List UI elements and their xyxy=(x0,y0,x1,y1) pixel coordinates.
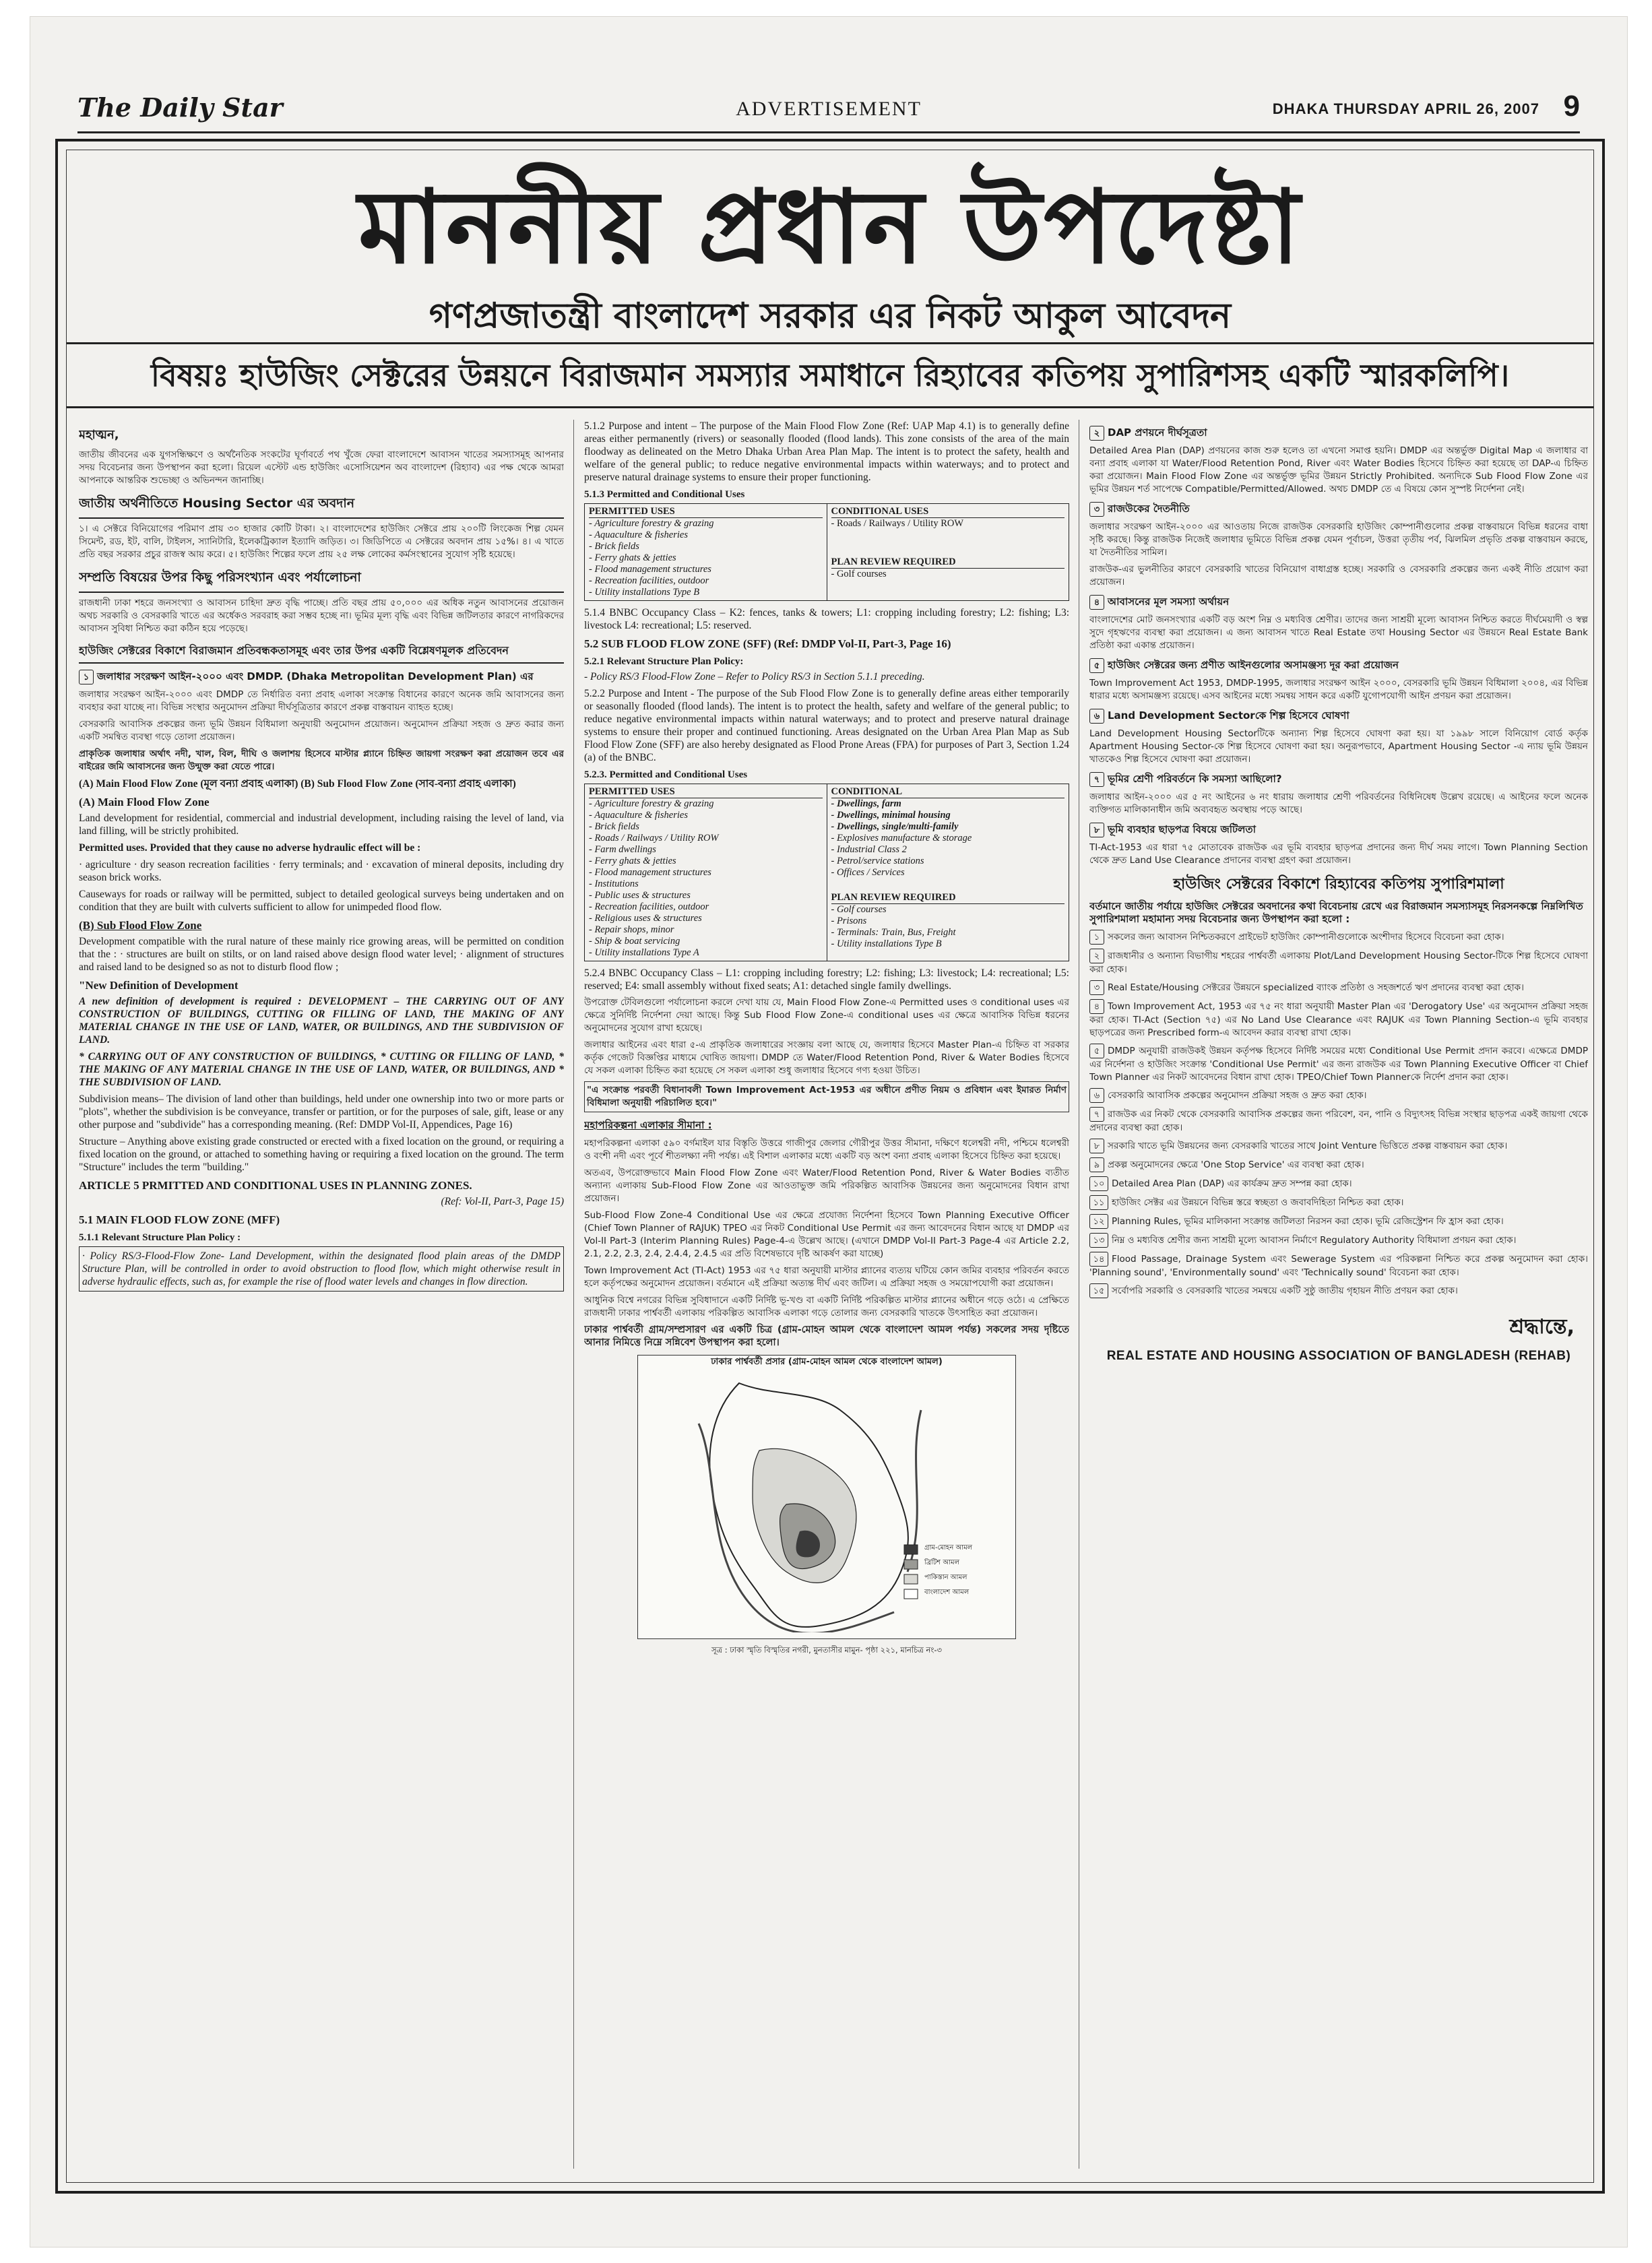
body-text: রাজধানী ঢাকা শহরে জনসংখ্যা ও আবাসন চাহিদা দ্রুত বৃদ্ধি পাচ্ছে। প্রতি বছর প্রায় ৫০,০০০ এর অধিক নতুন আবাসনের প্রয়োজন অথচ সরকারি ও বেসরকারি খাতে এর অর্ধেকও সরবরাহ করা সম্ভব হচ্ছে না। ভূমির মূল্য বৃদ্ধি এবং বিভিন্ন জটিলতার কারণে নাগরিকদের আবাসন সুবিধা নিশ্চিত করা কঠিন হয়ে পড়েছে। xyxy=(79,598,564,634)
table-row: - Brick fields xyxy=(589,541,639,552)
subheading: 5.1.3 Permitted and Conditional Uses xyxy=(584,489,745,500)
map-source: সূত্র : ঢাকা স্মৃতি বিস্মৃতির নগরী, মুনতাসীর মামুন- পৃষ্ঠা ২২১, মানচিত্র নং-৩ xyxy=(711,1645,942,1655)
subheading: 5.2 SUB FLOOD FLOW ZONE (SFF) (Ref: DMDP Vol-II, Part-3, Page 16) xyxy=(584,637,951,650)
uses-table-1 xyxy=(584,503,1069,601)
section-heading: হাউজিং সেক্টরের বিকাশে বিরাজমান প্রতিবন্ধকতাসমূহ এবং তার উপর একটি বিশ্লেষণমূলক প্রতিবেদন xyxy=(79,642,564,664)
rec-text: Town Improvement Act, 1953 এর ৭৫ নং ধারা অনুযায়ী Master Plan এর 'Derogatory Use' এর অনুমোদন প্রক্রিয়া সহজ করা হোক। TI-Act (Section ৭৫) এর No Land Use Clearance এবং RAJUK এর Town Planning Section-এ ভূমি ব্যবহার ছাড়পত্রের জন্য Prescribed form-এ আবেদন করার ব্যবস্থা রাখা হোক। xyxy=(1089,1001,1588,1038)
numbered-item xyxy=(1089,658,1588,674)
body-text: 5.1.4 BNBC Occupancy Class – K2: fences, tanks & towers; L1: cropping including forestry; L2: fishing; L3: livestock L4: recreational; L5: reserved. xyxy=(584,607,1069,631)
permitted-cell xyxy=(585,784,827,961)
body-text: TI-Act-1953 এর ধারা ৭৫ মোতাবেক রাজউক এর ভূমি ব্যবহার ছাড়পত্র প্রদানের জন্য দীর্ঘ সময় লাগে। Town Planning Section থেকে দ্রুত Land Use Clearance প্রদানের ব্যবস্থা গ্রহণ করা প্রয়োজন। xyxy=(1089,842,1588,866)
body-text: জলাধার আইন-২০০০ এর ৫ নং আইনের ৬ নং ধারায় জলাধার শ্রেণী পরিবর্তনের বিধিনিষেধ উল্লেখ রয়েছে। এ আইনের ফলে অনেক ব্যক্তিগত মালিকানাধীন জমি অব্যবহৃত অবস্থায় পড়ে আছে। xyxy=(1089,792,1588,815)
section-label: ADVERTISEMENT xyxy=(736,98,922,120)
body-text: 5.2.2 Purpose and Intent - The purpose of the Sub Flood Flow Zone is to generally define areas either temporarily or seasonally flooded (flood lands). The intent is to protect the health, safety and welfare of the general public; to reduce negative environmental impacts within natural waterways; and to protect and preserve natural drainage systems to ensure their proper and continued functioning. Areas designated on the Urban Area Plan Map as Sub Flood Flow Zone (SFF) are also hereby designated as Flood Prone Areas (FPA) for purposes of Part 3, Section 1.24 (a) of the BNBC. xyxy=(584,688,1069,763)
quote-box: "এ সংক্রান্ত পরবর্তী বিধানাবলী Town Improvement Act-1953 এর অধীনে প্রণীত নিয়ম ও প্রবিধান এবং ইমারত নির্মাণ বিধিমালা অনুযায়ী পরিচালিত হবে।" xyxy=(584,1081,1069,1112)
table-row: - Golf courses xyxy=(831,569,887,579)
zone-line: (A) Main Flood Flow Zone (মূল বন্যা প্রবাহ এলাকা) (B) Sub Flood Flow Zone (সাব-বন্যা প্রবাহ এলাকা) xyxy=(79,778,516,790)
recommendation-item xyxy=(1089,1088,1588,1103)
body-text: উপরোক্ত টেবিলগুলো পর্যালোচনা করলে দেখা যায় যে, Main Flood Flow Zone-এ Permitted uses ও conditional uses এর ক্ষেত্রে সুনির্দিষ্ট নির্দেশনা দেয়া আছে। কিন্তু Sub Flood Flow Zone-এ conditional uses এর ক্ষেত্রে আবাসিক বিভিন্ন ধরনের অনুমোদনের সুযোগ রাখা হয়েছে। xyxy=(584,997,1069,1033)
rec-text: রাজধানীর ও অন্যান্য বিভাগীয় শহরের পার্শ্ববর্তী এলাকায় Plot/Land Development Housing Sector-টিকে শিল্প হিসেবে ঘোষণা করা হোক। xyxy=(1089,951,1588,975)
body-text: Land Development Housing Sectorটিকে অন্যান্য শিল্প হিসেবে ঘোষণা করা হয়। যা ১৯৯৮ সালে বিনিয়োগ বোর্ড কর্তৃক Apartment Housing Sector-কে শিল্প হিসেবে ঘোষণা করা হয়। অনুরূপভাবে, Apartment Housing Sector -এ ন্যায় ভূমি উন্নয়ন খাতকেও শিল্প হিসেবে ঘোষণা করা প্রয়োজন। xyxy=(1089,728,1588,765)
body-text-bold: ঢাকার পার্শ্ববর্তী গ্রাম/সম্প্রসারণ এর একটি চিত্র (গ্রাম-মোহন আমল থেকে বাংলাদেশ আমল পর্যন্ত) সকলের সদয় দৃষ্টিতে আনার নিমিত্তে নিম্নে সন্নিবেশ উপস্থাপন করা হলো। xyxy=(584,1325,1069,1348)
body-text: Detailed Area Plan (DAP) প্রণয়নের কাজ শুরু হলেও তা এখনো সমাপ্ত হয়নি। DMDP এর অন্তর্ভুক্ত Digital Map এ জলাধার বা বন্যা প্রবাহ এলাকা যা Water/Flood Retention Pond, River এবং Water Bodies হিসেবে চিহ্নিত করা হয়েছে তা DAP-এ চিহ্নিত করা প্রয়োজন। Main Flood Flow Zone এর অন্তর্ভুক্ত ভূমির উন্নয়ন Strictly Prohibited. অন্যদিকে Sub Flood Flow Zone এর ভূমির উন্নয়ন শর্ত সাপেক্ষে Compatible/Permitted/Allowed. অথচ DMDP তে এ বিষয়ে কোন সুস্পষ্ট নির্দেশনা নেই। xyxy=(1089,445,1588,495)
table-row: - Roads / Railways / Utility ROW xyxy=(589,833,719,843)
rec-number: ৮ xyxy=(1089,1139,1104,1153)
subheading: মহাপরিকল্পনা এলাকার সীমানা : xyxy=(584,1119,712,1131)
body-text: আধুনিক বিশ্বে নগরের বিভিন্ন সুবিধাদানে একটি নির্দিষ্ট ভূ-খণ্ড বা একটি নির্দিষ্ট পরিকল্পিত মাস্টার প্ল্যানের অধীনে গড়ে ওঠে। এ প্রেক্ষিতে রাজধানী ঢাকার পার্শ্ববর্তী এলাকায় পরিকল্পিত আবাসিক এলাকা গড়ে তোলার জন্য বেসরকারি খাতকে উৎসাহিত করা প্রয়োজন। xyxy=(584,1295,1069,1318)
recommendation-item xyxy=(1089,1195,1588,1210)
legend-item: ব্রিটিশ আমল xyxy=(924,1559,960,1566)
item-title: আবাসনের মূল সমস্যা অর্থায়ন xyxy=(1108,596,1230,608)
ad-subject: বিষয়ঃ হাউজিং সেক্টরের উন্নয়নে বিরাজমান সমস্যার সমাধানে রিহ্যাবের কতিপয় সুপারিশসহ একটি স্মারকলিপি। xyxy=(67,342,1593,408)
rec-number: ১৫ xyxy=(1089,1283,1108,1298)
table-row: - Industrial Class 2 xyxy=(831,844,907,855)
legend-item: পাকিস্তান আমল xyxy=(924,1574,967,1581)
column-2 xyxy=(584,420,1069,2169)
body-text: জলাধার সংরক্ষণ আইন-২০০০ এবং DMDP তে নির্ধারিত বন্যা প্রবাহ এলাকা সংক্রান্ত বিধানের কারণে অনেক জমি আবাসনের জন্য ব্যবহার করা যাচ্ছে না। বিভিন্ন সংস্থার অনুমোদন প্রক্রিয়া দীর্ঘসূত্রিতার কারণে প্রকল্প বাস্তবায়ন ব্যাহত হচ্ছে। xyxy=(79,689,564,713)
table-row: - Roads / Railways / Utility ROW xyxy=(831,518,964,529)
body-text: জলাধার আইনের এবং ধারা ৫-এ প্রাকৃতিক জলাধারের সংজ্ঞায় বলা আছে যে, জলাধার হিসেবে Master Plan-এ চিহ্নিত বা সরকার কর্তৃক গেজেট বিজ্ঞপ্তির মাধ্যমে ঘোষিত জায়গা। DMDP তে Water/Flood Retention Pond, River & Water Bodies হিসেবে যে সকল এলাকা চিহ্নিত করা হয়েছে সে সকল এলাকা শুধু জলাধার হিসেবে গণ্য হওয়া উচিত। xyxy=(584,1040,1069,1076)
rec-text: বেসরকারি আবাসিক প্রকল্পের অনুমোদন প্রক্রিয়া সহজ ও দ্রুত করা হোক। xyxy=(1108,1090,1367,1101)
conditional-cell xyxy=(827,784,1069,961)
recommendation-item xyxy=(1089,1214,1588,1229)
table-row: - Ferry ghats & jetties xyxy=(589,856,676,866)
rec-text: DMDP অনুযায়ী রাজউকই উন্নয়ন কর্তৃপক্ষ হিসেবে নির্দিষ্ট সময়ের মধ্যে Conditional Use Permit প্রদান করবে। এক্ষেত্রে DMDP এর নির্দেশনা ও হাউজিং সংক্রান্ত 'Conditional Use Permit' এর জন্য রাজউক এর Town Planning Executive Officer বা Chief Town Planner এর নিকট আবেদনের বিধান রাখা হোক। TPEO/Chief Town Plannerকে নির্দেশ প্রদান করা হোক। xyxy=(1089,1046,1588,1083)
table-row: - Recreation facilities, outdoor xyxy=(589,901,709,912)
paper-name: The Daily Star xyxy=(77,92,283,123)
masthead xyxy=(77,90,1580,133)
table-row: - Agriculture forestry & grazing xyxy=(589,518,714,529)
subheading: 5.1 MAIN FLOOD FLOW ZONE (MFF) xyxy=(79,1213,280,1226)
rec-number: ১৪ xyxy=(1089,1252,1108,1267)
numbered-item xyxy=(1089,425,1588,442)
body-text: জলাধার সংরক্ষণ আইন-২০০০ এর আওতায় নিজে রাজউক বেসরকারি হাউজিং কোম্পানীগুলোর প্রকল্প বাস্তবায়নে বিভিন্ন ধরনের বাধা সৃষ্টি করছে। কিন্তু রাজউক নিজেই জলাধার ভূমিতে বিভিন্ন প্রকল্প যেমন পূর্বাচল, উত্তরা তৃতীয় পর্ব, ঝিলমিল প্রভৃতি প্রকল্প বাস্তবায়ন করছে, যা দৈতনীতির সামিল। xyxy=(1089,521,1588,558)
column-3 xyxy=(1089,420,1588,2169)
subheading: 5.2.3. Permitted and Conditional Uses xyxy=(584,769,748,780)
table-row: - Offices / Services xyxy=(831,867,905,878)
rec-text: Flood Passage, Drainage System এবং Sewerage System এর পরিকল্পনা নিশ্চিত করে প্রকল্প অনুমোদন করা হোক। 'Planning sound', 'Environmentally sound' এবং 'Technically sound' বিবেচনা করা হোক। xyxy=(1089,1254,1588,1278)
recommendation-item xyxy=(1089,1139,1588,1153)
numbered-item xyxy=(1089,501,1588,518)
recommendation-item xyxy=(1089,949,1588,976)
table-row: - Petrol/service stations xyxy=(831,856,924,866)
advertisement-inner xyxy=(66,150,1594,2183)
table-row: - Prisons xyxy=(831,916,867,926)
rec-text: প্রকল্প অনুমোদনের ক্ষেত্রে 'One Stop Service' এর ব্যবস্থা করা হোক। xyxy=(1108,1159,1364,1170)
table-row: - Ferry ghats & jetties xyxy=(589,552,676,563)
map-title: ঢাকার পার্শ্ববর্তী প্রসার (গ্রাম-মোহন আমল থেকে বাংলাদেশ আমল) xyxy=(711,1357,943,1367)
subheading: "New Definition of Development xyxy=(79,979,239,992)
article-heading: ARTICLE 5 PRMITTED AND CONDITIONAL USES IN PLANNING ZONES. xyxy=(79,1179,472,1192)
uses-table-2 xyxy=(584,784,1069,961)
table-row: - Flood management structures xyxy=(589,867,711,878)
numbered-item xyxy=(1089,594,1588,611)
subheading: (B) Sub Flood Flow Zone xyxy=(79,919,202,932)
body-text: অতএব, উপরোক্তভাবে Main Flood Flow Zone এবং Water/Flood Retention Pond, River & Water Bodies ব্যতীত অন্যান্য এলাকায় Sub-Flood Flow Zone এর আওতাভুক্ত জমি পরিকল্পিত আবাসিক উন্নয়নের জন্য অনুমোদনের বিধান রাখা প্রয়োজন। xyxy=(584,1168,1069,1204)
table-row: - Dwellings, minimal housing xyxy=(831,810,951,821)
rec-text: নিম্ন ও মধ্যবিত্ত শ্রেণীর জন্য সাশ্রয়ী মূল্যে আবাসন নির্মাণে Regulatory Authority বিধিমালা প্রণয়ন করা হোক। xyxy=(1112,1235,1517,1246)
body-text: রাজউক-এর ভুলনীতির কারণে বেসরকারি খাতের বিনিয়োগ বাধাগ্রস্ত হচ্ছে। সরকারি ও বেসরকারি প্রকল্পের জন্য একই নীতি প্রয়োগ করা প্রয়োজন। xyxy=(1089,564,1588,587)
salutation: মহাত্মন, xyxy=(79,428,119,442)
body-text: Sub-Flood Flow Zone-4 Conditional Use এর ক্ষেত্রে প্রযোজ্য নির্দেশনা হিসেবে Town Planning Executive Officer (Chief Town Planner of RAJUK) TPEO এর নিকট Conditional Use Permit এর জন্য আবেদনের বিধান আছে যা DMDP এর Vol-II Part-3 (Interim Planning Rules) Page-4-এ উল্লেখ আছে। (এখানে DMDP Vol-II Part-3 Page-4 এর Article 2.2, 2.1, 2.2, 2.3, 2.4, 2.4.4, 2.4.5 এর প্রতি বিশেষভাবে দৃষ্টি আকর্ষণ করা যাচ্ছে) xyxy=(584,1210,1069,1259)
body-text: - Policy RS/3 Flood-Flow Zone – Refer to Policy RS/3 in Section 5.1.1 preceding. xyxy=(584,671,925,682)
table-row: - Utility installations Type B xyxy=(589,587,700,598)
page-number: 9 xyxy=(1563,90,1580,123)
column-divider xyxy=(573,420,574,2169)
rec-number: ৪ xyxy=(1089,999,1104,1014)
table-row: - Utility installations Type B xyxy=(831,938,942,949)
rec-text: হাউজিং সেক্টর এর উন্নয়নে বিভিন্ন স্তরে স্বচ্ছতা ও জবাবদিহিতা নিশ্চিত করা হোক। xyxy=(1112,1197,1404,1208)
map-legend xyxy=(924,1541,972,1600)
body-text: Permitted uses. Provided that they cause no adverse hydraulic effect will be : xyxy=(79,842,421,854)
rec-number: ১২ xyxy=(1089,1214,1108,1229)
table-header: CONDITIONAL USES xyxy=(831,506,1065,518)
item-title: ভূমির শ্রেণী পরিবর্তনে কি সমস্যা আছিলো? xyxy=(1108,773,1282,785)
body-text: 5.1.2 Purpose and intent – The purpose of the Main Flood Flow Zone (Ref: UAP Map 4.1) is to generally define areas either permanently (rivers) or seasonally flooded (flood lands). This zone consists of the area of the main floodway as delineated on the Metro Dhaka Urban Area Plan Map. The intent is to protect the safety, health and welfare of the general public; to reduce negative environmental impacts within waterways; and to protect and preserve natural drainage systems to ensure their proper functioning. xyxy=(584,420,1069,483)
table-row: - Terminals: Train, Bus, Freight xyxy=(831,927,956,938)
body-text: Structure – Anything above existing grade constructed or erected with a fixed location on the ground, or requiring a fixed location on the ground, or attached to something having or requiring a fixed location on the ground. The term "Structure" includes the term "building." xyxy=(79,1136,564,1173)
list-text: · agriculture · dry season recreation facilities · ferry terminals; and · excavation of mineral deposits, including dry season brick works. xyxy=(79,859,564,883)
rec-number: ৬ xyxy=(1089,1088,1104,1103)
item-title: Land Development Sectorকে শিল্প হিসেবে ঘোষণা xyxy=(1108,709,1349,722)
legend-item: গ্রাম-মোহন আমল xyxy=(924,1544,973,1552)
article-reference: (Ref: Vol-II, Part-3, Page 15) xyxy=(441,1196,564,1207)
table-row: - Flood management structures xyxy=(589,564,711,575)
rec-number: ১ xyxy=(1089,930,1104,945)
rec-number: ৩ xyxy=(1089,980,1104,995)
column-1 xyxy=(79,420,564,2169)
policy-box: · Policy RS/3-Flood-Flow Zone- Land Development, within the designated flood plain areas of the DMDP Structure Plan, will be controlled in order to avoid obstruction to flood flow, which might otherwise result in adverse hydraulic effects, such as, for example the rise of flood water levels and changes in flow direction. xyxy=(79,1246,564,1292)
recommendation-item xyxy=(1089,1107,1588,1135)
rec-number: ৭ xyxy=(1089,1107,1104,1122)
table-header: CONDITIONAL xyxy=(831,786,1065,798)
organization-name: REAL ESTATE AND HOUSING ASSOCIATION OF BANGLADESH (REHAB) xyxy=(1106,1349,1571,1363)
body-text: Land development for residential, commercial and industrial development, including raising the level of land, via land filling, will be strictly prohibited. xyxy=(79,812,564,837)
subheading: 5.2.1 Relevant Structure Plan Policy: xyxy=(584,656,744,667)
table-row: - Repair shops, minor xyxy=(589,924,674,935)
body-text: 5.2.4 BNBC Occupancy Class – L1: cropping including forestry; L2: fishing; L3: livestock; L4: recreational; L5: reserved; E4: small assembly without fixed seats; A1: detached single family dwellings. xyxy=(584,967,1069,992)
item-number-5: ৫ xyxy=(1089,658,1104,673)
rec-number: ১১ xyxy=(1089,1195,1108,1210)
rec-text: সকলের জন্য আবাসন নিশ্চিতকরণে প্রাইভেট হাউজিং কোম্পানীগুলোকে অংশীদার হিসেবে বিবেচনা করা হোক। xyxy=(1108,932,1504,943)
closing-signature: শ্রদ্ধান্তে, xyxy=(1509,1315,1575,1339)
rec-number: ১০ xyxy=(1089,1176,1108,1191)
numbered-item xyxy=(1089,822,1588,839)
recommendation-item xyxy=(1089,1044,1588,1084)
table-row: - Ship & boat servicing xyxy=(589,936,680,947)
body-text: Development compatible with the rural nature of these mainly rice growing areas, will be permitted on condition that the : · structures are built on stilts, or on land raised above design flood water level; · alignment of structures and raised land to be designed so as not to disturb flood flow ; xyxy=(79,936,564,973)
ad-subhead: গণপ্রজাতন্ত্রী বাংলাদেশ সরকার এর নিকট আকুল আবেদন xyxy=(428,296,1232,336)
dhaka-expansion-map xyxy=(637,1355,1016,1639)
recommendation-item xyxy=(1089,1176,1588,1191)
recommendations-intro: বর্তমানে জাতীয় পর্যায়ে হাউজিং সেক্টরের অবদানের কথা বিবেচনায় রেখে এর বিরাজমান সমস্যাসমূহ নিরসনকল্পে নিম্নলিখিত সুপারিশমালা মহামান্য সদয় বিবেচনার জন্য উপস্থাপন করা হলো : xyxy=(1089,900,1583,925)
definition-list: * CARRYING OUT OF ANY CONSTRUCTION OF BUILDINGS, * CUTTING OR FILLING OF LAND, * THE MAKING OF ANY MATERIAL CHANGE IN THE USE OF LAND, WATER, OR BUILDINGS, AND * THE SUBDIVISION OF LAND. xyxy=(79,1051,564,1088)
item-title: জলাধার সংরক্ষণ আইন-২০০০ এবং DMDP. (Dhaka Metropolitan Development Plan) এর xyxy=(97,670,534,682)
table-row: - Aquaculture & fisheries xyxy=(589,530,688,540)
rec-number: ১৩ xyxy=(1089,1233,1108,1248)
rec-text: সরকারি খাতে ভূমি উন্নয়নের জন্য বেসরকারি খাতের সাথে Joint Venture ভিত্তিতে প্রকল্প বাস্তবায়ন করা হোক। xyxy=(1108,1141,1508,1151)
item-number-7: ৭ xyxy=(1089,772,1104,787)
recommendation-item xyxy=(1089,1252,1588,1279)
body-text: Subdivision means– The division of land other than buildings, held under one ownership into two or more parts or "plots", whether the subdivision is be conveyance, transfer or partition, or for the purposes of sale, gift, lease or any other purpose and "subdivide" has a corresponding meaning. (Ref: DMDP Vol-II, Appendices, Page 16) xyxy=(79,1093,564,1130)
recommendation-item xyxy=(1089,1157,1588,1172)
item-number-6: ৬ xyxy=(1089,709,1104,724)
table-row: - Institutions xyxy=(589,879,639,889)
item-number-1: ১ xyxy=(79,670,94,684)
table-row: - Golf courses xyxy=(831,904,887,915)
section-heading: সম্প্রতি বিষয়ের উপর কিছু পরিসংখ্যান এবং পর্যালোচনা xyxy=(79,568,564,593)
body-text: ১। এ সেক্টরে বিনিয়োগের পরিমাণ প্রায় ৩০ হাজার কোটি টাকা। ২। বাংলাদেশের হাউজিং সেক্টরে প্রায় ২০০টি লিংকেজ শিল্প যেমন সিমেন্ট, রড, ইট, বালি, টাইলস, স্যানিটারি, ইলেকট্রিক্যাল ইত্যাদি জড়িত। ৩। জিডিপিতে এ সেক্টরের অবদান প্রায় ১৫%। ৪। এ খাতে প্রতি বছর সরকার প্রচুর রাজস্ব আয় করে। ৫। হাউজিং শিল্পের ফলে প্রায় ২৫ লক্ষ লোকের কর্মসংস্থানের সুযোগ সৃষ্টি হয়েছে। xyxy=(79,523,564,560)
section-heading: জাতীয় অর্থনীতিতে Housing Sector এর অবদান xyxy=(79,494,564,519)
body-text: বাংলাদেশের মোট জনসংখ্যার একটি বড় অংশ নিম্ন ও মধ্যবিত্ত শ্রেণীর। তাদের জন্য সাশ্রয়ী মূল্যে আবাসন নিশ্চিত করতে দীর্ঘমেয়াদী ও স্বল্প সুদে গৃহঋণের ব্যবস্থা করা প্রয়োজন। এ জন্য আবাসন খাতে Real Estate তথা Housing Sector এর উন্নয়নে Real Estate Bank প্রতিষ্ঠা করা একান্ত প্রয়োজন। xyxy=(1089,614,1588,651)
issue-date: DHAKA THURSDAY APRIL 26, 2007 xyxy=(1272,100,1539,117)
table-header: PERMITTED USES xyxy=(589,786,823,798)
item-number-2: ২ xyxy=(1089,426,1104,441)
intro-text: জাতীয় জীবনের এক যুগসন্ধিক্ষণে ও অর্থনৈতিক সংকটের ঘূর্ণাবর্তে পথ খুঁজে ফেরা বাংলাদেশে আবাসন খাতের সমস্যাসমূহ আপনার সদয় বিবেচনার জন্য উপস্থাপন করা হলো। রিয়েল এস্টেট এন্ড হাউজিং এসোসিয়েশন অব বাংলাদেশ (রিহ্যাব) এর পক্ষ থেকে আমরা আপনাকে আন্তরিক শুভেচ্ছা ও অভিনন্দন জানাচ্ছি। xyxy=(79,449,564,486)
rec-text: Planning Rules, ভূমির মালিকানা সংক্রান্ত জটিলতা নিরসন করা হোক। ভূমি রেজিস্ট্রেশন ফি হ্রাস করা হোক। xyxy=(1112,1216,1504,1227)
recommendation-item xyxy=(1089,1233,1588,1248)
item-title: হাউজিং সেক্টরের জন্য প্রণীত আইনগুলোর অসামঞ্জস্য দূর করা প্রয়োজন xyxy=(1108,659,1399,671)
body-text: বেসরকারি আবাসিক প্রকল্পের জন্য ভূমি উন্নয়ন বিধিমালা অনুযায়ী অনুমোদন প্রয়োজন। অনুমোদন প্রক্রিয়া সহজ ও দ্রুত করার জন্য একটি সমন্বিত ব্যবস্থা গড়ে তোলা প্রয়োজন। xyxy=(79,719,564,742)
numbered-item xyxy=(1089,771,1588,788)
table-row: - Dwellings, farm xyxy=(831,798,901,809)
subheading: (A) Main Flood Flow Zone xyxy=(79,796,210,808)
rec-number: ৫ xyxy=(1089,1044,1104,1058)
recommendation-item xyxy=(1089,999,1588,1040)
recommendation-item xyxy=(1089,1283,1588,1298)
legend-item: বাংলাদেশ আমল xyxy=(924,1589,970,1596)
body-text: প্রাকৃতিক জলাধার অর্থাৎ নদী, খাল, বিল, দীঘি ও জলাশয় হিসেবে মাস্টার প্ল্যানে চিহ্নিত জায়গা সংরক্ষণ করা প্রয়োজন তবে এর বাইরের জমি আবাসনের জন্য উন্মুক্ত করা যেতে পারে। xyxy=(79,748,564,772)
item-number-4: ৪ xyxy=(1089,595,1104,610)
item-title: রাজউকের দৈতনীতি xyxy=(1108,503,1190,515)
table-header: PERMITTED USES xyxy=(589,506,823,518)
rec-text: Real Estate/Housing সেক্টরের উন্নয়নে specialized ব্যাংক প্রতিষ্ঠা ও সহজশর্তে ঋণ প্রদানের ব্যবস্থা করা হোক। xyxy=(1108,982,1524,993)
rec-number: ৯ xyxy=(1089,1157,1104,1172)
permitted-cell xyxy=(585,504,827,601)
table-row: - Public uses & structures xyxy=(589,890,691,901)
subheading: 5.1.1 Relevant Structure Plan Policy : xyxy=(79,1232,241,1243)
body-text: মহাপরিকল্পনা এলাকা ৫৯০ বর্গমাইল যার বিস্তৃতি উত্তরে গাজীপুর জেলার গৌরীপুর উত্তর সীমানা, দক্ষিণে ধলেশ্বরী নদী, পশ্চিমে ধলেশ্বরী ও বংশী নদী এবং পূর্বে শীতলক্ষ্যা নদী পর্যন্ত। এই বিশাল এলাকার মধ্যে একটি বড় অংশ বন্যা প্রবাহ এলাকা হিসেবে চিহ্নিত করা হয়েছে। xyxy=(584,1138,1069,1161)
rec-text: সর্বোপরি সরকারি ও বেসরকারি খাতের সমন্বয়ে একটি সুষ্ঠু জাতীয় গৃহায়ন নীতি প্রণয়ন করা হোক। xyxy=(1112,1285,1458,1296)
recommendation-item xyxy=(1089,930,1588,945)
table-row: - Explosives manufacture & storage xyxy=(831,833,972,843)
table-row: - Dwellings, single/multi-family xyxy=(831,821,959,832)
rec-text: রাজউক এর নিকট থেকে বেসরকারি আবাসিক প্রকল্পের জন্য পরিবেশ, বন, পানি ও বিদ্যুৎসহ বিভিন্ন সংস্থার ছাড়পত্র একই জায়গা থেকে প্রদানের ব্যবস্থা করা হোক। xyxy=(1089,1109,1588,1133)
rec-number: ২ xyxy=(1089,949,1104,963)
body-text: Town Improvement Act 1953, DMDP-1995, জলাধার সংরক্ষণ আইন ২০০০, বেসরকারি ভূমি উন্নয়ন বিধিমালা ২০০৪, এর বিভিন্ন ধারার মধ্যে অসামঞ্জস্য রয়েছে। এসব আইনের মধ্যে সমন্বয় সাধন করে একটি যুগোপযোগী আইন প্রণয়ন করা প্রয়োজন। xyxy=(1089,678,1588,701)
item-number-8: ৮ xyxy=(1089,823,1104,837)
table-row: - Recreation facilities, outdoor xyxy=(589,575,709,586)
item-title: DAP প্রণয়নে দীর্ঘসূত্রতা xyxy=(1108,426,1207,439)
table-row: - Agriculture forestry & grazing xyxy=(589,798,714,809)
table-row: - Utility installations Type A xyxy=(589,947,699,958)
recommendation-item xyxy=(1089,980,1588,995)
body-text: Town Improvement Act (TI-Act) 1953 এর ৭৫ ধারা অনুযায়ী মাস্টার প্ল্যানের ব্যত্যয় ঘটিয়ে কোন জমির ব্যবহার পরিবর্তন করতে হলে কর্তৃপক্ষের অনুমোদন প্রয়োজন। বর্তমানে এই প্রক্রিয়া অত্যন্ত দীর্ঘ এবং জটিল। এ প্রক্রিয়া সহজ ও সময়োপযোগী করা প্রয়োজন। xyxy=(584,1265,1069,1289)
rec-text: Detailed Area Plan (DAP) এর কার্যক্রম দ্রুত সম্পন্ন করা হোক। xyxy=(1112,1178,1352,1189)
table-row: - Farm dwellings xyxy=(589,844,656,855)
body-text: Causeways for roads or railway will be permitted, subject to detailed geological surveys being undertaken and on condition that they are built with culverts sufficient to allow for unimpeded flood flow. xyxy=(79,889,564,913)
conditional-cell xyxy=(827,504,1069,601)
item-title: ভূমি ব্যবহার ছাড়পত্র বিষয়ে জটিলতা xyxy=(1108,823,1257,835)
numbered-item xyxy=(79,669,564,686)
table-row: - Religious uses & structures xyxy=(589,913,702,924)
definition-text: A new definition of development is required : DEVELOPMENT – THE CARRYING OUT OF ANY CONSTRUCTION OF BUILDINGS, CUTTING OR FILLING OF LAND, THE MAKING OF ANY MATERIAL CHANGE IN THE USE OF LAND, WATER, OR BUILDINGS, AND THE SUBDIVISION OF LAND. xyxy=(79,996,564,1046)
ad-headline: মাননীয় প্রধান উপদেষ্টা xyxy=(358,169,1302,286)
recommendations-title: হাউজিং সেক্টরের বিকাশে রিহ্যাবের কতিপয় সুপারিশমালা xyxy=(1173,876,1504,893)
advertisement-frame xyxy=(55,139,1605,2194)
table-header: PLAN REVIEW REQUIRED xyxy=(831,892,1065,904)
table-row: - Brick fields xyxy=(589,821,639,832)
table-header: PLAN REVIEW REQUIRED xyxy=(831,556,1065,569)
table-row: - Aquaculture & fisheries xyxy=(589,810,688,821)
numbered-item xyxy=(1089,708,1588,725)
item-number-3: ৩ xyxy=(1089,502,1104,517)
